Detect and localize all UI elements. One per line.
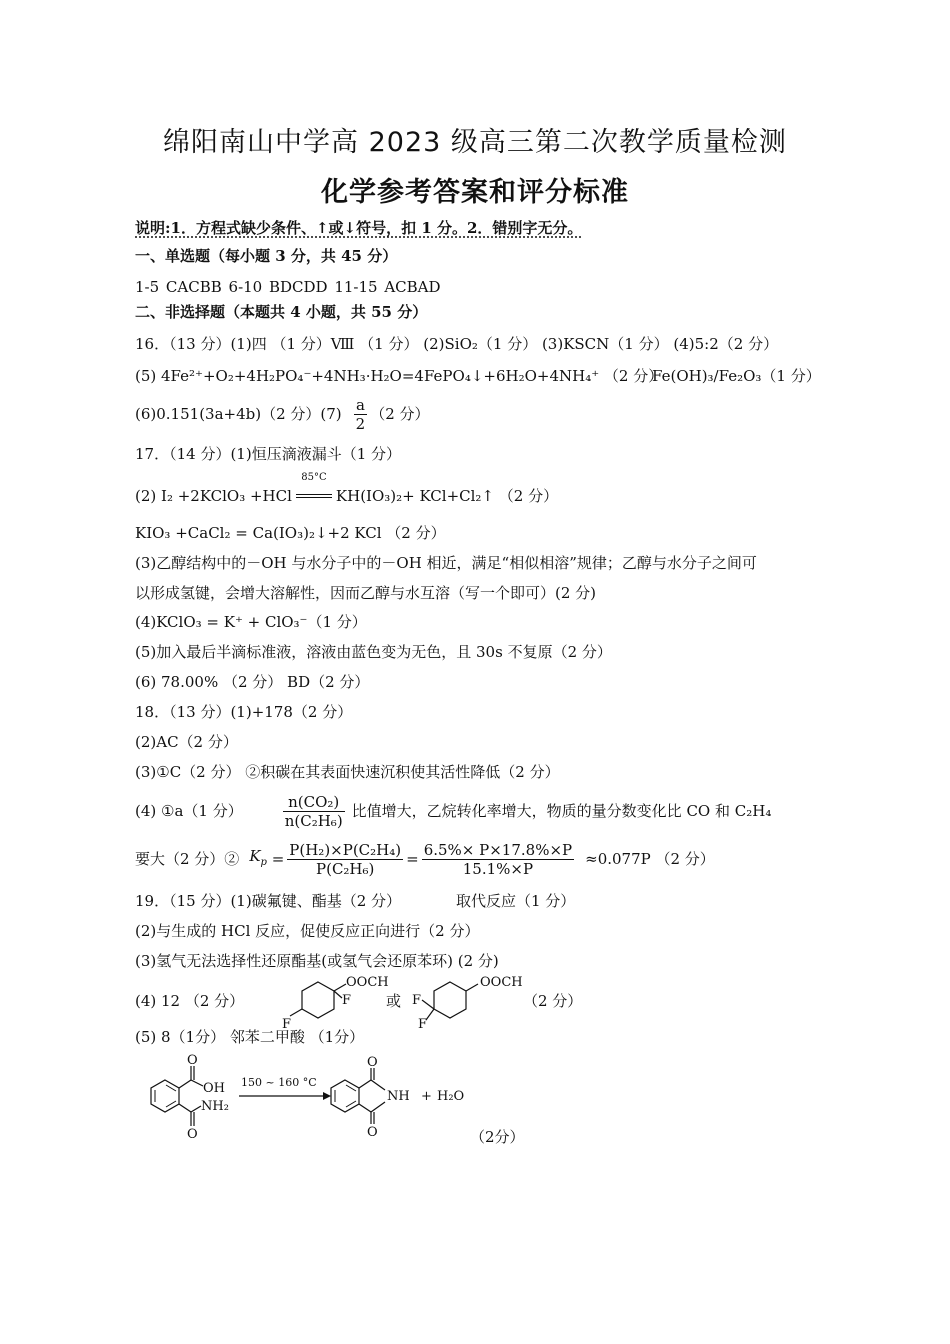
- q16-line2-equation: (5) 4Fe²⁺+O₂+4H₂PO₄⁻+4NH₃·H₂O=4FePO₄↓+6H₂O+4NH₄⁺ （2 分）: [135, 367, 664, 385]
- reaction-scheme: [135, 1050, 515, 1140]
- q18-line2: (2)AC（2 分）: [135, 733, 238, 751]
- q17-line7: (5)加入最后半滴标准液，溶液由蓝色变为无色，且 30s 不复原（2 分）: [135, 643, 612, 661]
- q19-line5: (5) 8（1分） 邻苯二甲酸 （1分）: [135, 1028, 365, 1046]
- struct2-ooch: OOCH: [480, 975, 523, 990]
- rxn-reactant-nh2: NH₂: [201, 1099, 229, 1114]
- q16-fraction: [354, 396, 368, 433]
- section2-heading: 二、非选择题（本题共 4 小题，共 55 分）: [135, 303, 428, 321]
- q17-line2: [135, 472, 559, 506]
- structure2-diagram: [400, 970, 523, 1032]
- q16-line3: [135, 394, 430, 434]
- rxn-reactant-o-top: O: [187, 1053, 198, 1068]
- struct1-f-right: F: [342, 993, 352, 1008]
- kp-fraction2: [422, 841, 574, 878]
- q18-ratio-num: n(CO₂): [283, 793, 345, 812]
- q19-line1-reaction-type: 取代反应（1 分）: [456, 892, 576, 910]
- q18-line4-text: (4) ①a（1 分）: [135, 802, 243, 820]
- rxn-product-o-bottom: O: [367, 1125, 378, 1140]
- q16-line3-score: （2 分）: [370, 405, 430, 423]
- kp-letter: K: [249, 846, 261, 865]
- kp-fraction1-num: P(H₂)×P(C₂H₄): [289, 840, 402, 859]
- rxn-product-nh: NH: [387, 1089, 410, 1104]
- q18-line4-text2: 比值增大，乙烷转化率增大，物质的量分数变化比 CO 和 C₂H₄: [351, 802, 772, 820]
- q19-line4-score: （2 分）: [523, 992, 583, 1010]
- kp-fraction1: [287, 841, 403, 878]
- page-subtitle: 化学参考答案和评分标准: [321, 177, 629, 208]
- q19-line2: (2)与生成的 HCl 反应，促使反应正向进行（2 分）: [135, 922, 480, 940]
- rxn-reactant-o-bottom: O: [187, 1127, 198, 1142]
- q17-eq-right: KH(IO₃)₂+ KCl+Cl₂↑ （2 分）: [335, 487, 559, 505]
- q17-eq-arrow: [292, 472, 336, 506]
- q18-line5: 要大（2 分）② $K_p$ = $\frac{\text{P(H₂)×P(C₂H₄)}}{\text{P(C₂H₆)}}$ = $\frac{6.5\%\times P\times 17.8\%\times P}{15.1\%\times P}$ ≈0.077P （2 分）: [135, 840, 715, 878]
- kp-result: ≈0.077P （2 分）: [585, 850, 715, 868]
- struct1-f-left: F: [282, 1017, 292, 1032]
- page-title: 绵阳南山中学高 2023 级高三第二次教学质量检测: [163, 127, 787, 158]
- q16-line3-text: (6)0.151(3a+4b)（2 分）(7): [135, 405, 342, 423]
- kp-fraction2-den: 15.1%×P: [462, 859, 534, 878]
- section1-answers: 1-5 CACBB 6-10 BDCDD 11-15 ACBAD: [135, 278, 441, 296]
- rxn-water: H₂O: [437, 1089, 465, 1104]
- q18-line5-text: 要大（2 分）②: [135, 850, 240, 868]
- kp-fraction2-num: 6.5%× P×17.8%×P: [423, 840, 573, 859]
- q17-line3: KIO₃ +CaCl₂ = Ca(IO₃)₂↓+2 KCl （2 分）: [135, 524, 446, 542]
- q17-line8: (6) 78.00% （2 分） BD（2 分）: [135, 673, 370, 691]
- q18-line4: [135, 790, 771, 832]
- q18-ratio-fraction: [283, 793, 345, 830]
- rxn-plus: +: [421, 1089, 432, 1104]
- q17-eq-condition: 85°C: [301, 472, 327, 483]
- rxn-condition: 150 ~ 160 °C: [241, 1076, 317, 1089]
- q19-line3: (3)氢气无法选择性还原酯基(或氢气会还原苯环) (2 分): [135, 952, 499, 970]
- section1-heading: 一、单选题（每小题 3 分，共 45 分）: [135, 247, 398, 265]
- q18-line3: (3)①C（2 分） ②积碳在其表面快速沉积使其活性降低（2 分）: [135, 763, 560, 781]
- struct2-f-lower: F: [418, 1017, 428, 1032]
- q17-line1: 17．（14 分）(1)恒压滴液漏斗（1 分）: [135, 445, 402, 463]
- q19-line1: 19．（15 分）(1)碳氟键、酯基（2 分）: [135, 892, 402, 910]
- q16-line2-answer: Fe(OH)₃/Fe₂O₃（1 分）: [652, 367, 821, 385]
- q18-ratio-den: n(C₂H₆): [284, 811, 343, 830]
- grading-note: 说明:1．方程式缺少条件、↑或↓符号，扣 1 分。2．错别字无分。: [135, 219, 583, 237]
- q19-line4: (4) 12 （2 分）: [135, 992, 245, 1010]
- struct2-f-upper: F: [412, 993, 422, 1008]
- q17-line4: (3)乙醇结构中的－OH 与水分子中的－OH 相近，满足“相似相溶”规律；乙醇与水分子之间可: [135, 554, 757, 572]
- rxn-product-o-top: O: [367, 1055, 378, 1070]
- q19-line6-score: （2分）: [470, 1128, 525, 1146]
- q16-fraction-num: a: [354, 396, 368, 415]
- kp-subscript: p: [260, 856, 267, 868]
- kp-fraction1-den: P(C₂H₆): [316, 859, 375, 878]
- q17-eq-left: (2) I₂ +2KClO₃ +HCl: [135, 487, 292, 505]
- q19-line4-or: 或: [386, 992, 402, 1010]
- q16-line1: 16．（13 分）(1)四 （1 分）Ⅷ （1 分） (2)SiO₂（1 分） (3)KSCN（1 分） (4)5:2（2 分）: [135, 335, 779, 353]
- q17-line6: (4)KClO₃ = K⁺ + ClO₃⁻（1 分）: [135, 613, 367, 631]
- q16-fraction-den: 2: [355, 414, 366, 433]
- structure1-diagram: [270, 970, 389, 1032]
- kp-symbol: [249, 846, 267, 873]
- q18-line1: 18．（13 分）(1)+178（2 分）: [135, 703, 353, 721]
- struct1-ooch: OOCH: [346, 975, 389, 990]
- rxn-reactant-oh: OH: [203, 1081, 225, 1096]
- q17-line5: 以形成氢键，会增大溶解性，因而乙醇与水互溶（写一个即可）(2 分): [135, 584, 597, 602]
